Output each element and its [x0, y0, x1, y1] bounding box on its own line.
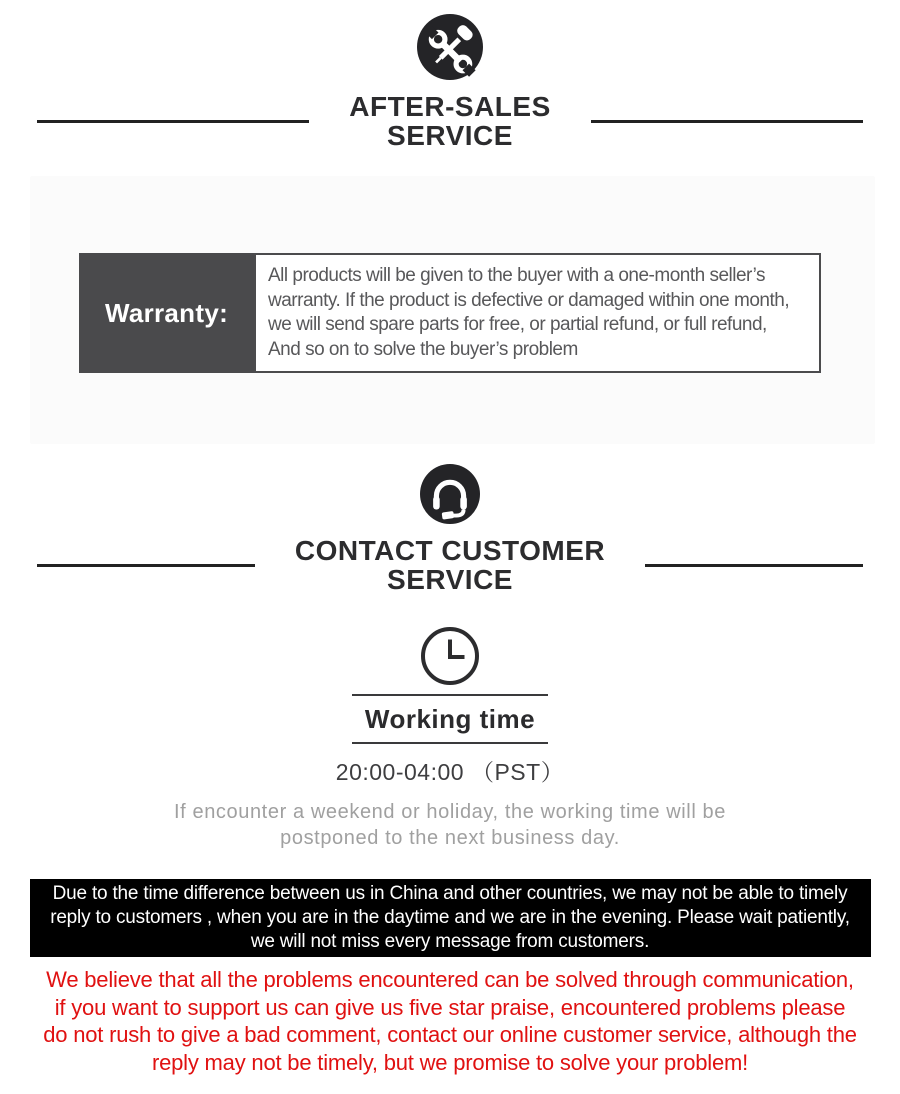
- warranty-text-line: we will send spare parts for free, or partial refund, or full refund,: [268, 314, 767, 335]
- headset-icon: [420, 464, 480, 524]
- time-difference-banner: [30, 879, 871, 957]
- heading-rule-left: [37, 564, 255, 567]
- heading-rule-left: [37, 120, 309, 123]
- holiday-note-line: postponed to the next business day.: [280, 827, 620, 849]
- warranty-box: [79, 253, 821, 373]
- warranty-label: Warranty:: [79, 253, 254, 373]
- contact-title: [295, 536, 605, 594]
- promise-line: reply may not be timely, but we promise to solve your problem!: [151, 1049, 749, 1075]
- promise-line: do not rush to give a bad comment, contact our online customer service, although the: [43, 1022, 857, 1047]
- working-time-block: [352, 694, 548, 744]
- working-time-rule-bottom: [352, 742, 548, 744]
- after-sales-title-line2: SERVICE: [387, 120, 513, 151]
- banner-line: reply to customers , when you are in the daytime and we are in the evening. Please wait patiently,: [50, 907, 850, 928]
- after-sales-service-page: [0, 14, 900, 1076]
- holiday-note: [0, 799, 900, 851]
- working-time-rule-top: [352, 694, 548, 696]
- clock-icon: [418, 624, 482, 688]
- contact-heading: [0, 536, 900, 594]
- after-sales-title: [349, 92, 551, 150]
- promise-text: [0, 966, 900, 1076]
- promise-line: We believe that all the problems encountered can be solved through communication,: [46, 967, 854, 992]
- banner-line: Due to the time difference between us in China and other countries, we may not be able to timely: [52, 883, 848, 904]
- after-sales-heading: [0, 92, 900, 150]
- warranty-text-line: And so on to solve the buyer’s problem: [268, 338, 578, 360]
- warranty-text-line: warranty. If the product is defective or damaged within one month,: [268, 289, 790, 311]
- tools-icon: [417, 14, 483, 80]
- working-time-title: Working time: [364, 704, 536, 734]
- warranty-text-line: All products will be given to the buyer with a one-month seller’s: [268, 265, 765, 286]
- holiday-note-line: If encounter a weekend or holiday, the working time will be: [174, 801, 726, 823]
- contact-title-line2: SERVICE: [387, 564, 513, 595]
- heading-rule-right: [591, 120, 863, 123]
- warranty-text: [254, 253, 821, 373]
- contact-title-line1: CONTACT CUSTOMER: [294, 535, 606, 566]
- banner-line: we will not miss every message from customers.: [250, 931, 650, 952]
- after-sales-title-line1: AFTER-SALES: [349, 91, 551, 122]
- heading-rule-right: [645, 564, 863, 567]
- working-hours: 20:00-04:00 （PST）: [335, 759, 565, 785]
- promise-line: if you want to support us can give us five star praise, encountered problems please: [54, 994, 846, 1020]
